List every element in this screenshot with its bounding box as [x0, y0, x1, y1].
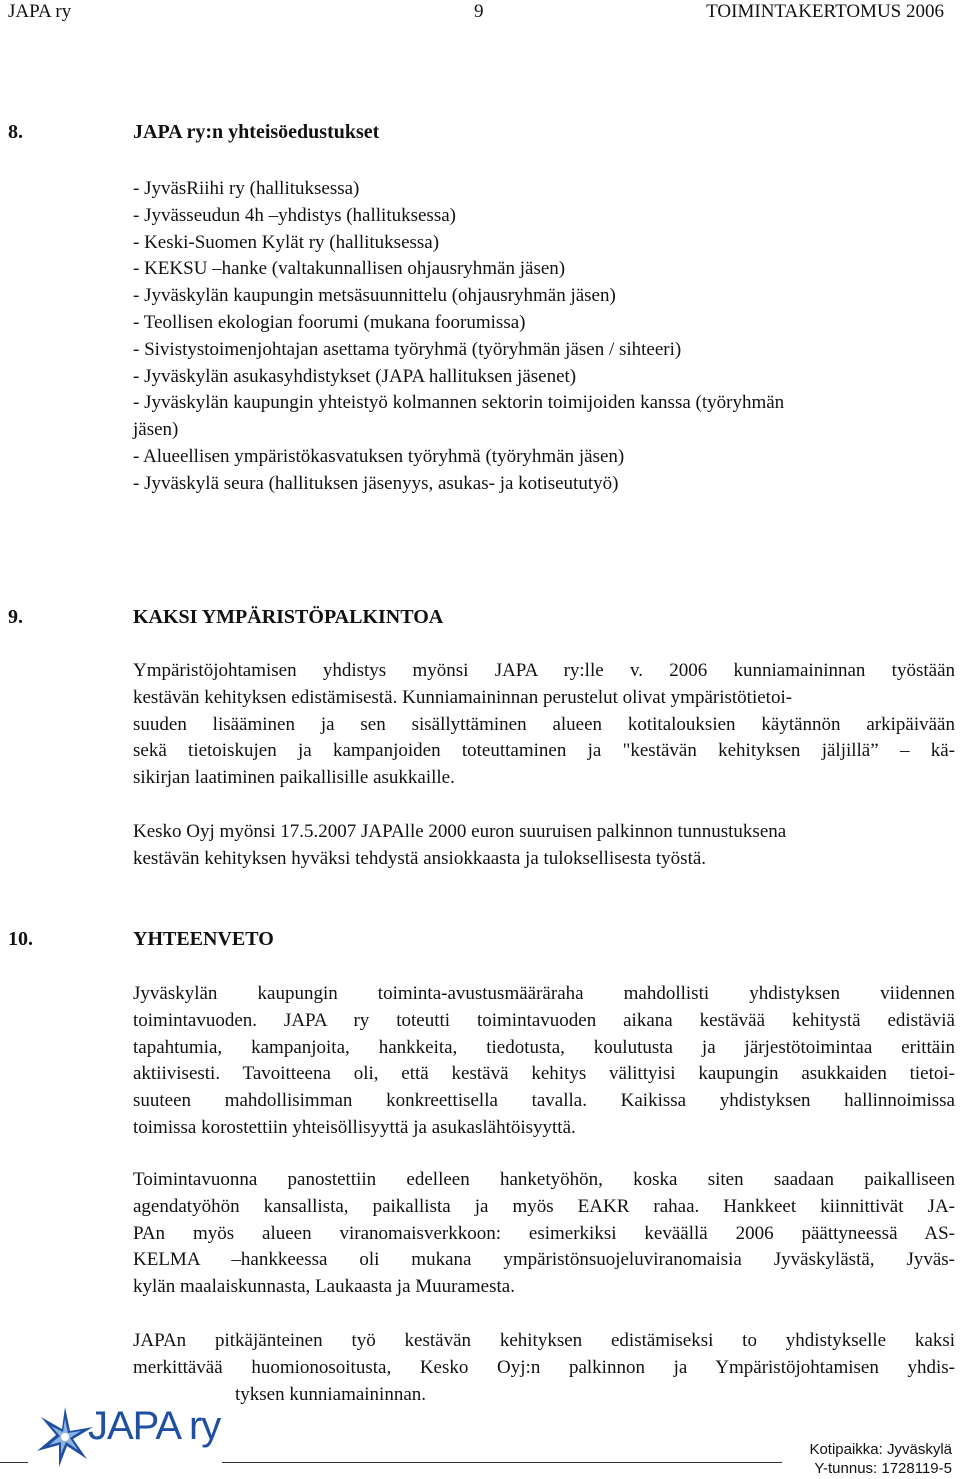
- text-line: suuden lisääminen ja sen sisällyttäminen alueen kotitalouksien käytännön arkipäivään: [133, 713, 955, 735]
- summary-paragraph-3: [133, 1328, 955, 1408]
- list-item: jäsen): [133, 419, 179, 441]
- text-line: merkittävää huomionosoitusta, Kesko Oyj:n palkinnon ja Ympäristöjohtamisen yhdis-: [133, 1356, 955, 1378]
- text-line: PAn myös alueen viranomaisverkkoon: esimerkiksi keväällä 2006 päättyneessä AS-: [133, 1222, 955, 1244]
- section-10-number: 10.: [8, 928, 33, 950]
- section-10-title: YHTEENVETO: [133, 928, 274, 950]
- text-line: Ympäristöjohtamisen yhdistys myönsi JAPA ry:lle v. 2006 kunniamaininnan työstään: [133, 660, 955, 681]
- list-item: - Jyväskylän asukasyhdistykset (JAPA hallituksen jäsenet): [133, 365, 577, 387]
- list-item: - KEKSU –hanke (valtakunnallisen ohjausryhmän jäsen): [133, 258, 566, 280]
- list-item: - Jyväskylä seura (hallituksen jäsenyys, asukas- ja kotiseututyö): [133, 472, 619, 494]
- representation-list: [133, 176, 953, 498]
- list-item: - Keski-Suomen Kylät ry (hallituksessa): [133, 231, 440, 253]
- text-line: aktiivisesti. Tavoitteena oli, että kestävä kehitys välittyisi kaupungin asukkaiden tietoi-: [133, 1063, 955, 1085]
- award-paragraph-1: [133, 658, 955, 792]
- list-item: - Jyväskylän kaupungin yhteistyö kolmannen sektorin toimijoiden kanssa (työryhmän: [133, 392, 785, 414]
- text-line: kylän maalaiskunnasta, Laukaasta ja Muuramesta.: [133, 1276, 515, 1298]
- text-line: Kesko Oyj myönsi 17.5.2007 JAPAlle 2000 euron suuruisen palkinnon tunnustuksena: [133, 821, 787, 842]
- text-line: agendatyöhön kansallista, paikallista ja myös EAKR rahaa. Hankkeet kiinnittivät JA-: [133, 1195, 955, 1217]
- text-line: kestävän kehityksen hyväksi tehdystä ansiokkaasta ja tuloksellisesta työstä.: [133, 847, 707, 869]
- section-9-title: KAKSI YMPÄRISTÖPALKINTOA: [133, 606, 444, 628]
- list-item: - Sivistystoimenjohtajan asettama työryhmä (työryhmän jäsen / sihteeri): [133, 338, 682, 360]
- header-doc-title: TOIMINTAKERTOMUS 2006: [706, 1, 944, 22]
- text-line: toimissa korostettiin yhteisöllisyyttä ja asukaslähtöisyyttä.: [133, 1116, 576, 1138]
- footer-rule-left: [0, 1462, 28, 1463]
- list-item: - Teollisen ekologian foorumi (mukana foorumissa): [133, 311, 526, 333]
- text-line: tapahtumia, kampanjoita, hankkeita, tiedotusta, koulutusta ja järjestötoimintaa erittäin: [133, 1036, 955, 1058]
- text-line: suuteen mahdollisimman konkreettisella tavalla. Kaikissa yhdistyksen hallinnoimissa: [133, 1090, 955, 1112]
- list-item: - JyväsRiihi ry (hallituksessa): [133, 178, 360, 199]
- text-line: kestävän kehityksen edistämisestä. Kunniamaininnan perustelut olivat ympäristötietoi-: [133, 686, 793, 708]
- text-line: sikirjan laatiminen paikallisille asukkaille.: [133, 767, 455, 789]
- footer-domicile: Kotipaikka: Jyväskylä: [809, 1441, 952, 1458]
- text-line: KELMA –hankkeessa oli mukana ympäristönsuojeluviranomaisia Jyväskylästä, Jyväs-: [133, 1249, 955, 1271]
- summary-paragraph-1: [133, 981, 955, 1142]
- text-line: sekä tietoiskujen ja kampanjoiden toteuttaminen ja "kestävän kehityksen jäljillä” – kä-: [133, 740, 955, 762]
- text-line: tyksen kunniamaininnan.: [235, 1383, 427, 1405]
- section-9-number: 9.: [8, 606, 23, 628]
- text-line: toimintavuoden. JAPA ry toteutti toimintavuoden aikana kestävää kehitystä edistäviä: [133, 1009, 955, 1031]
- summary-paragraph-2: [133, 1167, 955, 1301]
- list-item: - Jyväskylän kaupungin metsäsuunnittelu (ohjausryhmän jäsen): [133, 285, 616, 307]
- header-org: JAPA ry: [8, 1, 72, 22]
- footer-business-id: Y-tunnus: 1728119-5: [814, 1460, 952, 1477]
- logo-wordmark: JAPA ry: [88, 1404, 221, 1448]
- footer-rule: [222, 1462, 782, 1463]
- text-line: JAPAn pitkäjänteinen työ kestävän kehityksen edistämiseksi to yhdistykselle kaksi: [133, 1330, 955, 1351]
- award-paragraph-2: [133, 819, 955, 873]
- section-8-title: JAPA ry:n yhteisöedustukset: [133, 121, 380, 143]
- list-item: - Alueellisen ympäristökasvatuksen työryhmä (työryhmän jäsen): [133, 445, 625, 467]
- page-number: 9: [474, 1, 484, 22]
- section-8-number: 8.: [8, 121, 23, 143]
- list-item: - Jyvässeudun 4h –yhdistys (hallituksessa): [133, 204, 456, 226]
- text-line: Jyväskylän kaupungin toiminta-avustusmääräraha mahdollisti yhdistyksen viidennen: [133, 983, 955, 1004]
- text-line: Toimintavuonna panostettiin edelleen hanketyöhön, koska siten saadaan paikalliseen: [133, 1169, 955, 1190]
